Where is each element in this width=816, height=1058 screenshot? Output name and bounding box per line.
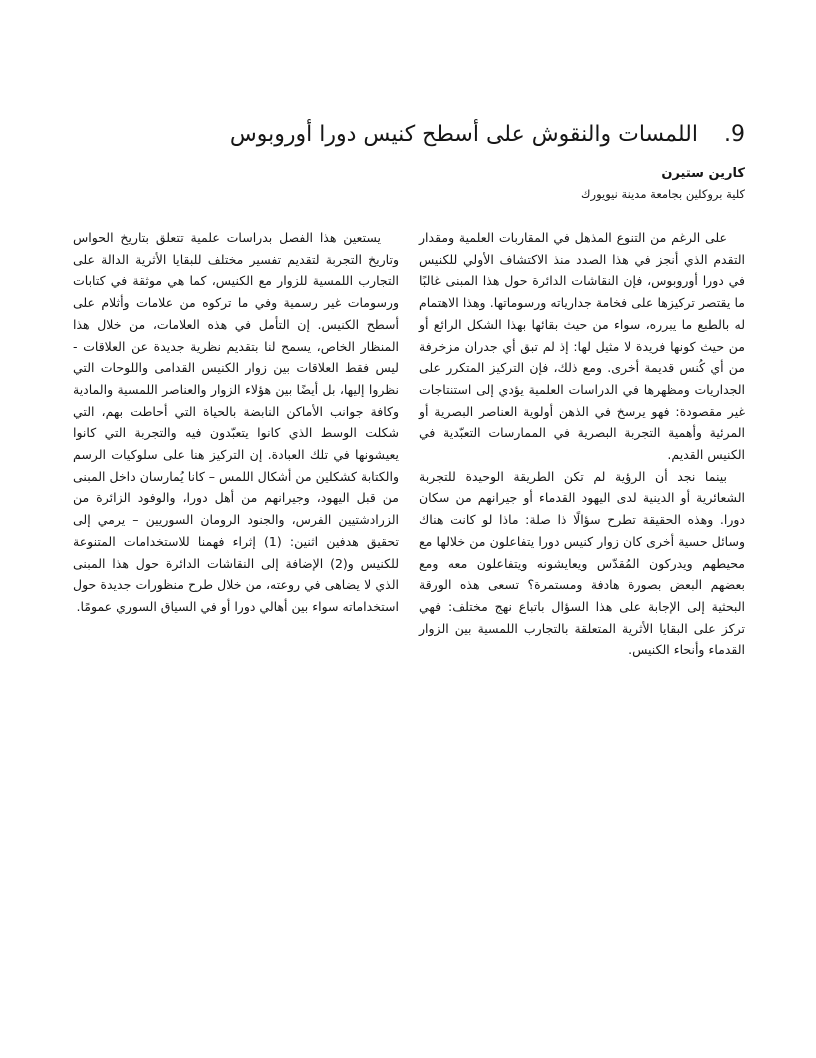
author-affiliation: كلية بروكلين بجامعة مدينة نيويورك [581,187,745,201]
paragraph: يستعين هذا الفصل بدراسات علمية تتعلق بتاريخ الحواس وتاريخ التجربة لتقديم تفسير مختلف للبقايا الأثرية الدالة على التجارب اللمسية للزوار مع الكنيس، كما هي موثقة في كتابات ورسومات غير رسمية وفي ما تركوه من علامات وأثلام على أسطح الكنيس. إن التأمل في هذه العلامات، من خلال هذا المنظار الخاص، يسمح لنا بتقديم نظرية جديدة عن العلاقات - ليس فقط العلاقات بين زوار الكنيس القدامى واللوحات التي نظروا إليها، بل أيضًا بين هؤلاء الزوار والعناصر اللمسية والمادية وكافة جوانب الأماكن النابضة بالحياة التي أحاطت بهم، التي شكلت الوسط الذي كانوا يتعبّدون فيه والتجربة التي كانوا يعيشونها في تلك العبادة. إن التركيز هنا على سلوكيات الرسم والكتابة كشكلين من أشكال اللمس – كانا يُمارسان داخل المبنى من قبل اليهود، وجيرانهم من أهل دورا، والوفود الزائرة من الزرادشتيين الفرس، والجنود الرومان السوريين – يرمي إلى تحقيق هدفين اثنين: (1) إثراء فهمنا للاستخدامات المتنوعة للكنيس و(2) الإضافة إلى النقاشات الدائرة حول هذا المبنى الذي لا يضاهى في روعته، من خلال طرح منظورات جديدة حول استخداماته سواء بين أهالي دورا أو في السياق السوري عمومًا. [73,230,399,614]
chapter-heading [73,118,745,152]
column-right [419,227,745,661]
page-title: اللمسات والنقوش على أسطح كنيس دورا أوروبوس [229,122,698,147]
author-name: كارين ستيرن [661,166,745,181]
chapter-number: 9. [724,122,745,147]
paragraph: بينما نجد أن الرؤية لم تكن الطريقة الوحيدة للتجربة الشعائرية أو الدينية لدى اليهود القدماء أو جيرانهم من سكان دورا. وهذه الحقيقة تطرح سؤالًا ذا صلة: ماذا لو كانت هناك وسائل حسية أخرى كان زوار كنيس دورا يتفاعلون من خلالها مع محيطهم ويدركون المُقدّس ويعايشونه ويتفاعلون معه ومع بعضهم البعض بصورة هادفة ومستمرة؟ تسعى هذه الورقة البحثية إلى الإجابة على هذا السؤال باتباع نهج مختلف: فهي تركز على البقايا الأثرية المتعلقة بالتجارب اللمسية بين الزوار القدماء وأنحاء الكنيس. [419,468,745,658]
author-block [73,165,745,202]
column-left [73,227,399,661]
page-content [73,0,745,661]
paragraph: على الرغم من التنوع المذهل في المقاربات العلمية ومقدار التقدم الذي أنجز في هذا الصدد منذ الاكتشاف الأولي للكنيس في دورا أوروبوس، فإن النقاشات الدائرة حول هذا المبنى غالبًا ما يقتصر تركيزها على فخامة جدارياته ورسوماتها. وهذا الاهتمام له بالطبع ما يبرره، سواء من حيث بقائها بهذا الشكل الرائع أو من حيث كونها فريدة لا مثيل لها: إذ لم تبق أي جدران مزخرفة من أي كُنس قديمة أخرى. ومع ذلك، فإن التركيز المتكرر على الجداريات ومظهرها في الدراسات العلمية يؤدي إلى استنتاجات غير مقصودة: فهو يرسخ في الذهن أولوية العناصر البصرية أو المرئية وأهمية التجربة البصرية في الممارسات التعبّدية في الكنيس القديم. [419,230,745,463]
text-columns [73,227,745,661]
